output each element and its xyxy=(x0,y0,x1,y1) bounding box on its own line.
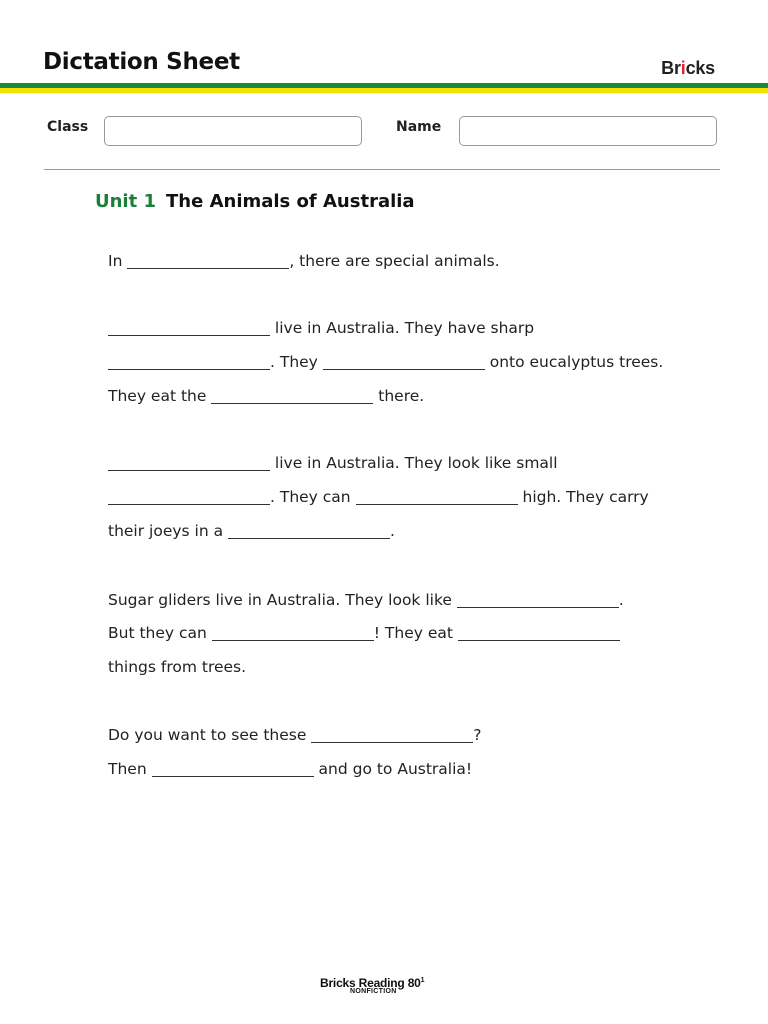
answer-blank[interactable] xyxy=(108,454,270,471)
sentence-line xyxy=(108,454,558,472)
sentence-text: Sugar gliders live in Australia. They look like xyxy=(108,591,457,609)
answer-blank[interactable] xyxy=(311,726,473,743)
class-label: Class xyxy=(47,119,89,135)
sentence-line xyxy=(108,319,534,337)
sentence-text: ? xyxy=(473,726,482,744)
unit-number: Unit 1 xyxy=(95,191,156,212)
answer-blank[interactable] xyxy=(458,624,620,641)
sentence-text: Then xyxy=(108,760,152,778)
sentence-line xyxy=(108,726,482,744)
brand-logo-part: Br xyxy=(661,58,681,78)
answer-blank[interactable] xyxy=(323,353,485,370)
brand-logo-part: cks xyxy=(685,58,715,78)
sentence-text: there. xyxy=(373,387,425,405)
sentence-text: They eat the xyxy=(108,387,212,405)
answer-blank[interactable] xyxy=(457,591,619,608)
page-title: Dictation Sheet xyxy=(43,49,240,75)
sentence-text: live in Australia. They look like small xyxy=(270,454,558,472)
sentence-text: But they can xyxy=(108,624,212,642)
sentence-line xyxy=(108,591,624,609)
footer-level: 1 xyxy=(420,977,425,984)
sentence-text: onto eucalyptus trees. xyxy=(484,353,664,371)
sentence-text: things from trees. xyxy=(108,658,247,676)
sentence-text: . They can xyxy=(270,488,356,506)
answer-blank[interactable] xyxy=(108,488,270,505)
sentence-line xyxy=(108,760,472,778)
sentence-line xyxy=(108,353,663,371)
answer-blank[interactable] xyxy=(356,488,518,505)
sentence-line xyxy=(108,658,246,676)
sentence-line xyxy=(108,252,500,270)
divider xyxy=(44,169,720,170)
name-field[interactable] xyxy=(459,116,717,146)
brand-logo-accent: i xyxy=(680,58,686,78)
answer-blank[interactable] xyxy=(211,387,373,404)
answer-blank[interactable] xyxy=(152,760,314,777)
sentence-text: Do you want to see these xyxy=(108,726,312,744)
name-label: Name xyxy=(396,119,442,135)
sentence-text: In xyxy=(108,252,128,270)
sentence-text: and go to Australia! xyxy=(313,760,473,778)
answer-blank[interactable] xyxy=(108,319,270,336)
footer-brand: Bricks Reading 80 xyxy=(320,976,421,990)
footer-logo xyxy=(320,976,460,995)
answer-blank[interactable] xyxy=(127,252,289,269)
sentence-text: . They xyxy=(270,353,323,371)
sentence-line xyxy=(108,387,424,405)
sentence-text: live in Australia. They have sharp xyxy=(270,319,535,337)
answer-blank[interactable] xyxy=(212,624,374,641)
sentence-text: , there are special animals. xyxy=(289,252,500,270)
unit-heading xyxy=(95,191,415,212)
footer-series: NONFICTION xyxy=(350,988,397,995)
sentence-line xyxy=(108,488,649,506)
sentence-line xyxy=(108,624,620,642)
brand-logo xyxy=(661,58,715,79)
sentence-text: . xyxy=(390,522,395,540)
answer-blank[interactable] xyxy=(108,353,270,370)
sentence-text: their joeys in a xyxy=(108,522,229,540)
sentence-line xyxy=(108,522,395,540)
unit-title: The Animals of Australia xyxy=(166,191,415,212)
header-stripe-yellow xyxy=(0,88,768,93)
answer-blank[interactable] xyxy=(228,522,390,539)
class-field[interactable] xyxy=(104,116,362,146)
sentence-text: ! They eat xyxy=(373,624,458,642)
sentence-text: . xyxy=(618,591,624,609)
sentence-text: high. They carry xyxy=(517,488,649,506)
